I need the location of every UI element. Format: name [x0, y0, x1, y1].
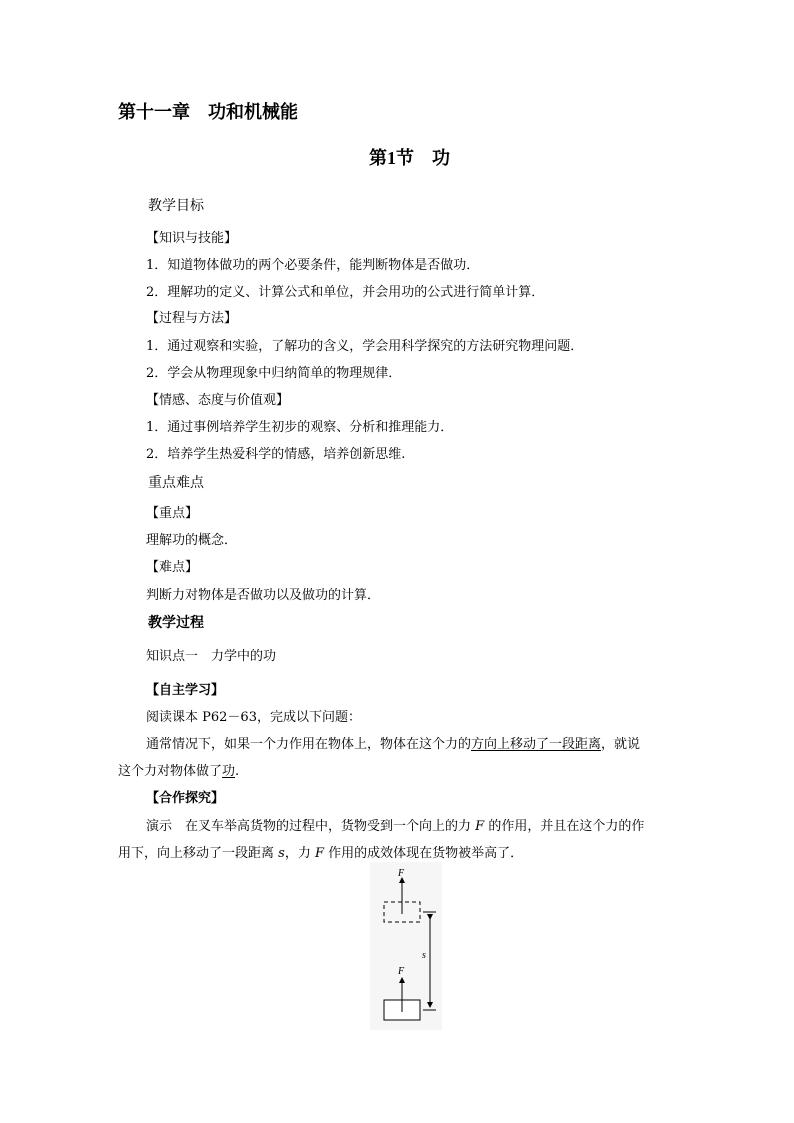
key-point-label: 【重点】	[146, 506, 199, 521]
demo-label: 演示	[146, 819, 173, 834]
definition-text: 这个力对物体做了	[118, 764, 223, 779]
self-study-label: 【自主学习】	[146, 683, 225, 698]
demo-text: 的作用，并且在这个力的作	[484, 819, 645, 834]
chapter-title: 第十一章 功和机械能	[118, 102, 298, 123]
difficult-point-label: 【难点】	[146, 560, 199, 575]
difficult-point-text: 判断力对物体是否做功以及做功的计算．	[146, 588, 381, 603]
lifting-diagram	[370, 862, 442, 1030]
demo-text: 用下，向上移动了一段距离	[118, 846, 279, 861]
demo-text: ，力	[284, 846, 315, 861]
symbol-force: F	[314, 846, 324, 861]
knowledge-skill-label: 【知识与技能】	[146, 231, 238, 246]
knowledge-skill-item-2: 2．理解功的定义、计算公式和单位，并会用功的公式进行简单计算．	[146, 285, 545, 300]
emotion-values-item-1: 1．通过事例培养学生初步的观察、分析和推理能力．	[146, 420, 454, 435]
section-suffix: 节 功	[396, 148, 450, 169]
definition-line-2	[118, 760, 239, 779]
emotion-values-label: 【情感、态度与价值观】	[146, 393, 290, 408]
definition-text: .	[235, 764, 240, 779]
section-number: 1	[387, 148, 396, 168]
symbol-force: F	[475, 819, 485, 834]
process-method-item-1: 1．通过观察和实验，了解功的含义，学会用科学探究的方法研究物理问题．	[146, 339, 584, 354]
process-method-label: 【过程与方法】	[146, 311, 238, 326]
teaching-process-heading: 教学过程	[148, 615, 204, 631]
process-method-item-2: 2．学会从物理现象中归纳简单的物理规律．	[146, 366, 402, 381]
demo-line-2	[118, 842, 523, 861]
lifting-diagram-svg	[370, 862, 442, 1030]
key-difficult-heading: 重点难点	[148, 475, 204, 491]
symbol-distance: s	[278, 846, 285, 861]
force-label-top: F	[398, 868, 405, 879]
demo-text: 在叉车举高货物的过程中，货物受到一个向上的力	[185, 819, 476, 834]
force-label-bottom: F	[398, 966, 405, 977]
demo-text: 作用的成效体现在货物被举高了．	[323, 846, 524, 861]
definition-text: 通常情况下，如果一个力作用在物体上，物体在这个力的	[146, 737, 472, 752]
answer-blank-direction-distance: 方向上移动了一段距离	[471, 737, 602, 752]
self-study-intro: 阅读课本 P62－63，完成以下问题：	[146, 710, 361, 725]
section-prefix: 第	[369, 148, 387, 169]
distance-label: s	[422, 950, 426, 961]
knowledge-point-title: 知识点一 力学中的功	[146, 649, 277, 664]
key-point-text: 理解功的概念．	[146, 533, 238, 548]
definition-text: ，就说	[601, 737, 641, 752]
definition-line-1	[146, 733, 640, 752]
section-title	[369, 144, 450, 170]
emotion-values-item-2: 2．培养学生热爱科学的情感，培养创新思维.	[146, 447, 406, 462]
teaching-goals-heading: 教学目标	[148, 198, 204, 214]
demo-line-1	[146, 815, 644, 834]
knowledge-skill-item-1: 1．知道物体做功的两个必要条件，能判断物体是否做功．	[146, 258, 480, 273]
answer-blank-work: 功	[222, 764, 236, 779]
cooperative-label: 【合作探究】	[146, 791, 225, 806]
